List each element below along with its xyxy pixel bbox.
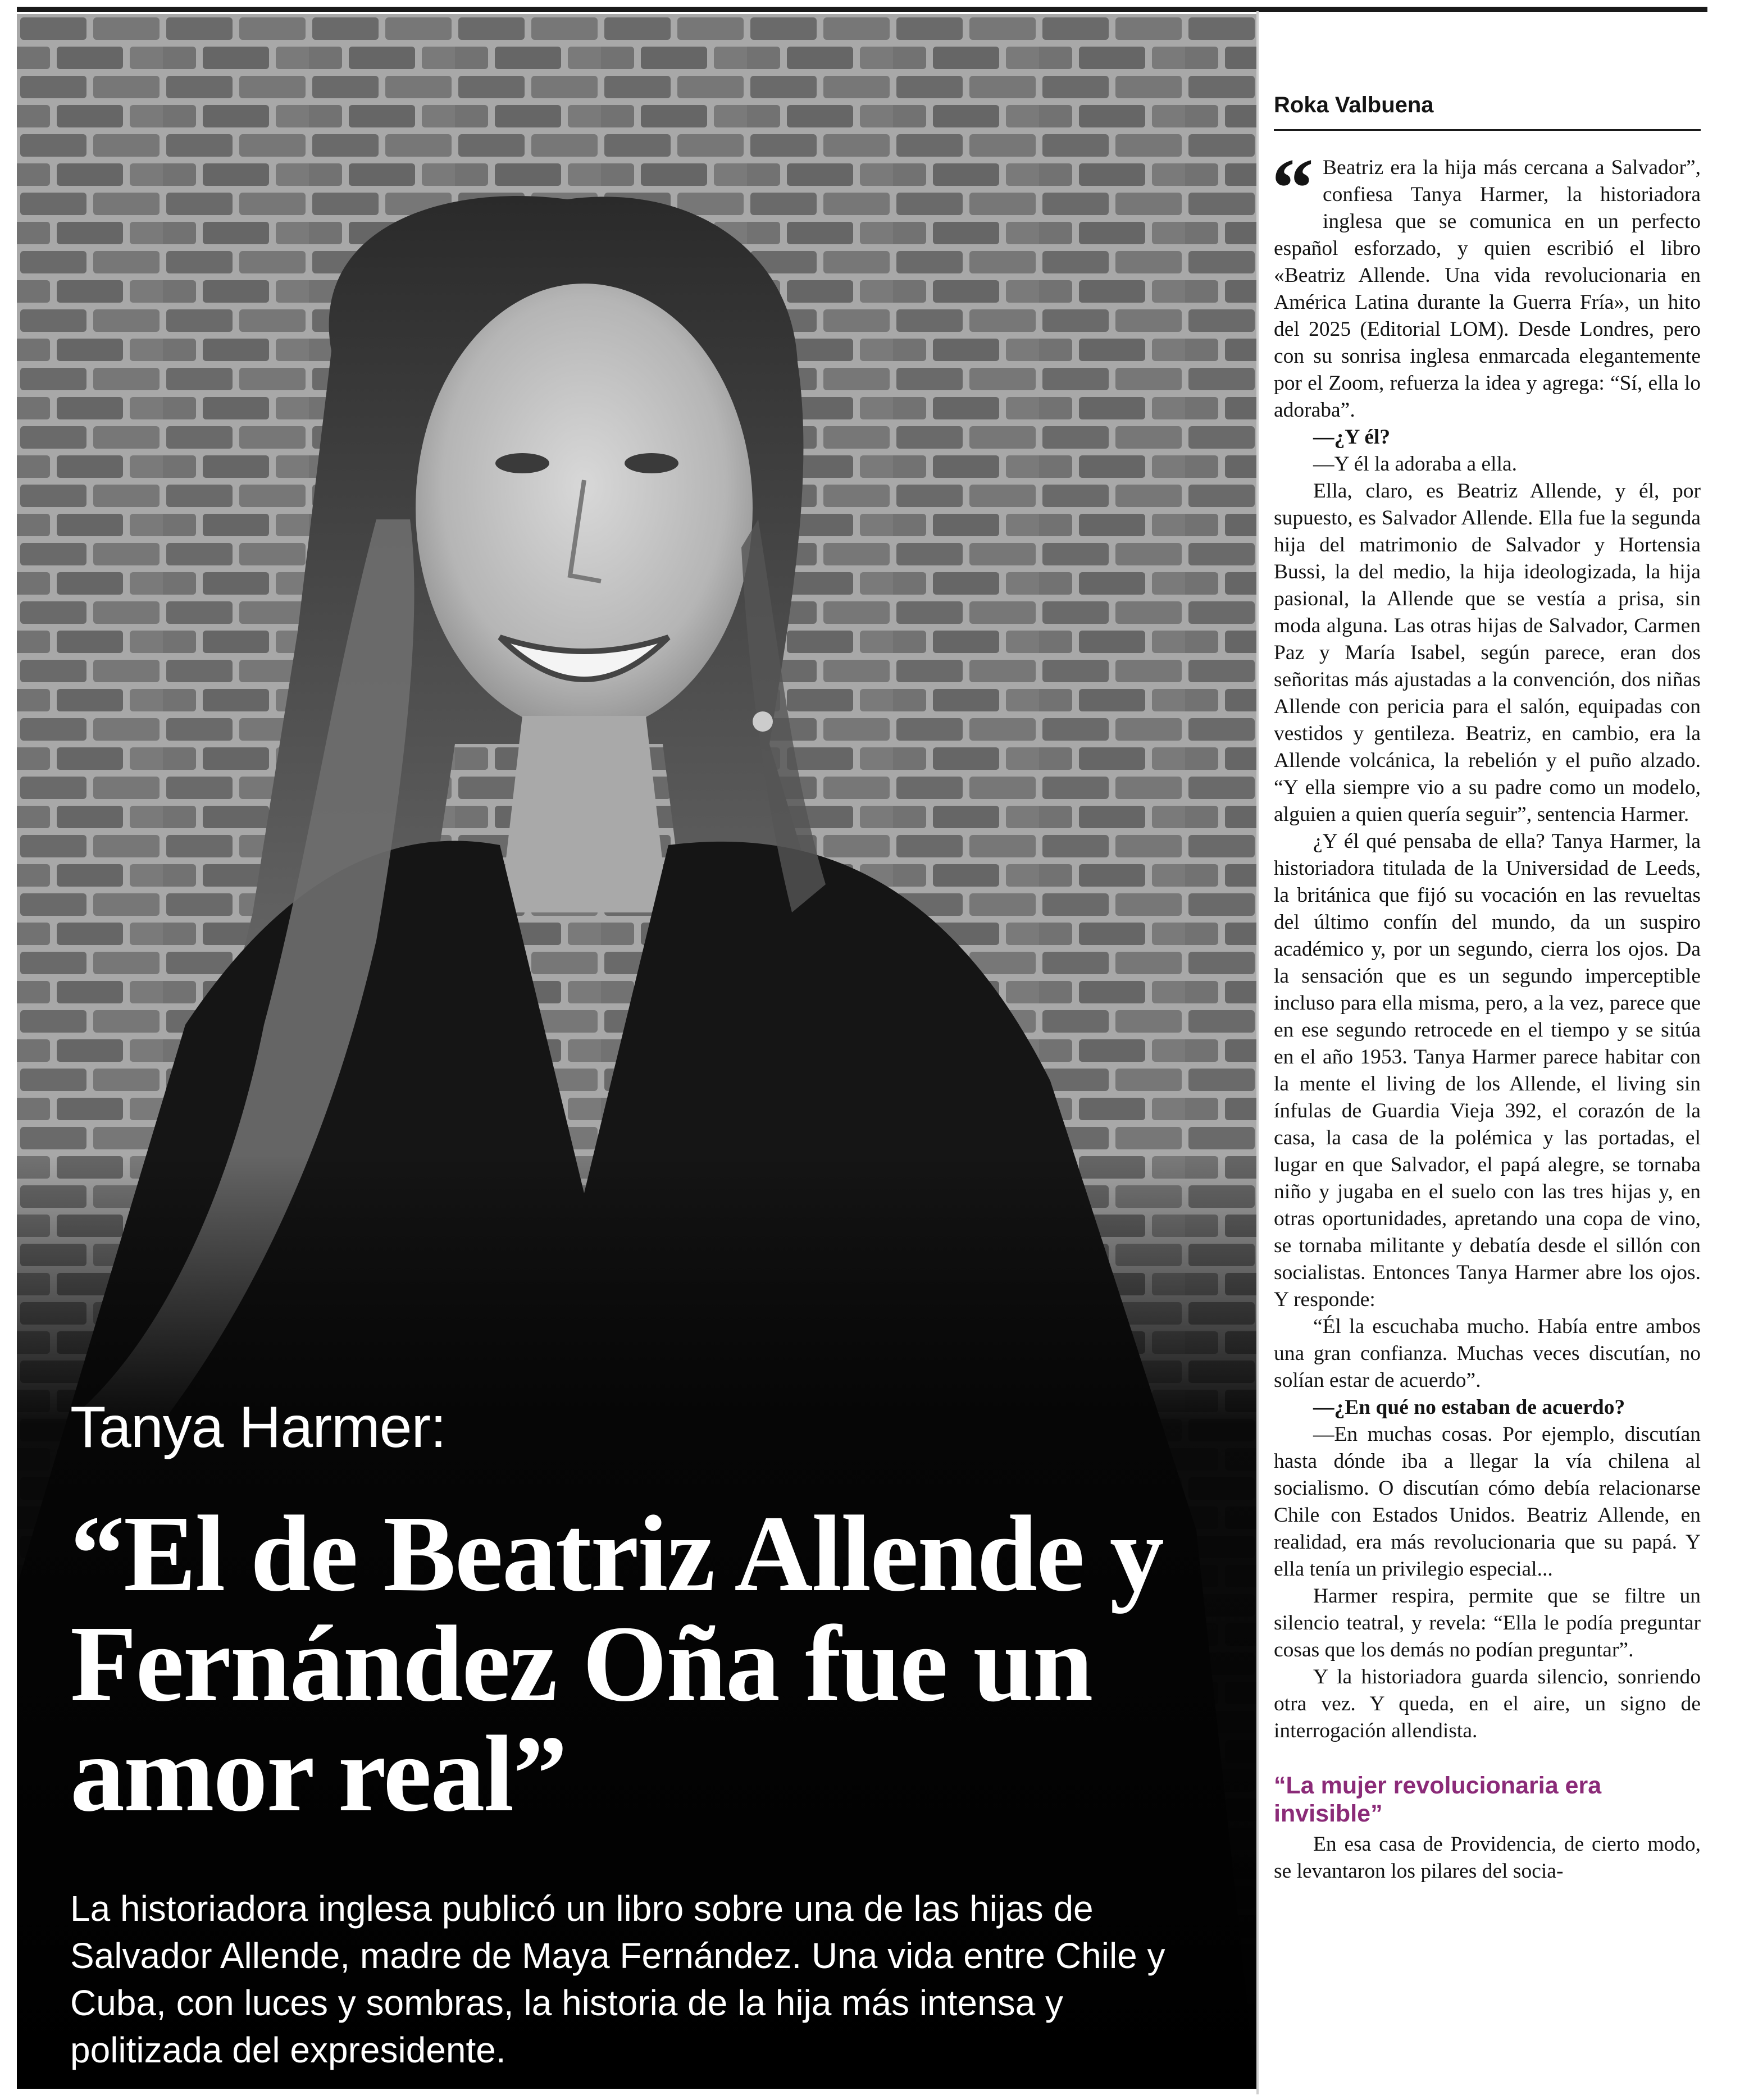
deck: La historiadora inglesa publicó un libro sobre una de las hijas de Salvador Allende, madre de Maya Fernández. Una vida entre Chile y Cuba, con luces y sombras, la historia de la hija más intensa y politizada del expresidente.: [70, 1888, 1165, 2071]
answer-2: —En muchas cosas. Por ejemplo, discutían hasta dónde iba a llegar la vía chilena al socialismo. O discutían cómo debía relacionarse Chile con Estados Unidos. Beatriz Allende, en realidad, era más revolucionaria que su papá. Y ella tenía un privilegio especial...: [1274, 1423, 1701, 1581]
lead-text: Beatriz era la hija más cercana a Salvador”, confiesa Tanya Harmer, la historiadora inglesa que se comunica en un perfecto español esforzado, y quien escribió el libro «Beatriz Allende. Una vida revolucionaria en América Latina durante la Guerra Fría», un hito del 2025 (Editorial LOM). Desde Londres, pero con su sonrisa inglesa enmarcada elegantemente por el Zoom, refuerza la idea y agrega: “Sí, ella lo adoraba”.: [1274, 156, 1701, 422]
question-1: —¿Y él?: [1313, 426, 1391, 449]
paragraph-3: ¿Y él qué pensaba de ella? Tanya Harmer, la historiadora titulada de la Universidad de Leeds, la británica que fijó su vocación en las revueltas del último confín del mundo, da un suspiro académico y, por un segundo, cierra los ojos. Da la sensación que es un segundo imperceptible incluso para ella misma, pero, a la vez, parece que en ese segundo retrocede en el tiempo y se sitúa en el año 1953. Tanya Harmer parece habitar con la mente el living de los Allende, el living sin ínfulas de Guardia Vieja 392, el corazón de la casa, la casa de la polémica y las portadas, el lugar en que Salvador, el papá alegre, se tornaba niño y jugaba en el suelo con las tres hijas y, en otras oportunidades, apretando una copa de vino, se tornaba militante y debatía desde el sillón con socialistas. Entonces Tanya Harmer abre los ojos. Y responde:: [1274, 830, 1701, 1311]
article-column: [1274, 93, 1701, 1885]
top-rule: [17, 7, 1707, 12]
paragraph-7: En esa casa de Providencia, de cierto modo, se levantaron los pilares del socia-: [1274, 1833, 1701, 1883]
drop-quote-mark: “: [1272, 141, 1314, 235]
title-block: [70, 1395, 1238, 2074]
headline: “El de Beatriz Allende y Fernández Oña fue un amor real”: [70, 1493, 1163, 1834]
byline-rule: [1274, 129, 1701, 131]
paragraph-4: “Él la escuchaba mucho. Había entre ambos una gran confianza. Muchas veces discutían, no solían estar de acuerdo”.: [1274, 1315, 1701, 1392]
answer-1: —Y él la adoraba a ella.: [1313, 453, 1518, 476]
column-divider: [1256, 11, 1259, 2094]
paragraph-2: Ella, claro, es Beatriz Allende, y él, por supuesto, es Salvador Allende. Ella fue la segunda hija del matrimonio de Salvador y Hortensia Bussi, la del medio, la hija ideologizada, la hija pasional, la Allende que se vestía a prisa, sin moda alguna. Las otras hijas de Salvador, Carmen Paz y María Isabel, según parece, eran dos señoritas más ajustadas a la convención, dos niñas Allende con pericia para el salón, equipadas con vestidos y gentileza. Beatriz, en cambio, era la Allende volcánica, la rebelión y el puño alzado. “Y ella siempre vio a su padre como un modelo, alguien a quien quería seguir”, sentencia Harmer.: [1274, 480, 1701, 826]
byline: Roka Valbuena: [1274, 93, 1434, 117]
lead-paragraph: [1272, 141, 1701, 424]
subject-name: Tanya Harmer:: [70, 1395, 446, 1460]
paragraph-6: Y la historiadora guarda silencio, sonriendo otra vez. Y queda, en el aire, un signo de interrogación allendista.: [1274, 1665, 1701, 1742]
portrait-photo-panel: [17, 14, 1256, 2089]
question-2: —¿En qué no estaban de acuerdo?: [1313, 1396, 1625, 1419]
paragraph-5: Harmer respira, permite que se filtre un silencio teatral, y revela: “Ella le podía preguntar cosas que los demás no podían preguntar”.: [1274, 1585, 1701, 1661]
article-body: [1272, 141, 1701, 1885]
subhead: “La mujer revolucionaria era invisible”: [1274, 1772, 1602, 1827]
